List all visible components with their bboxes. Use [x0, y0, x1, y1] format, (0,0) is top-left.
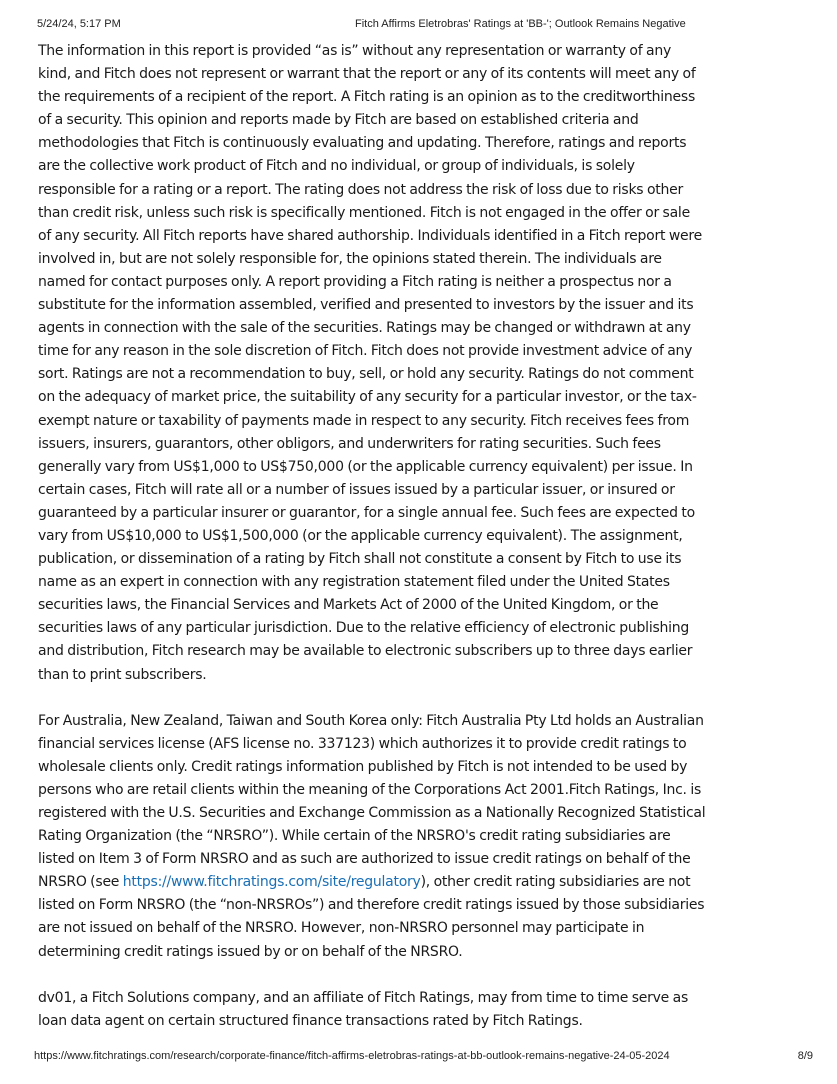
- disclaimer-paragraph-general: The information in this report is provided “as is” without any representation or warranty of any kind, and Fitch does not represent or warrant that the report or any of its contents will meet any of the requirements of a recipient of the report. A Fitch rating is an opinion as to the creditworthiness of a security. This opinion and reports made by Fitch are based on established criteria and methodologies that Fitch is continuously evaluating and updating. Therefore, ratings and reports are the collective work product of Fitch and no individual, or group of individuals, is solely responsible for a rating or a report. The rating does not address the risk of loss due to risks other than credit risk, unless such risk is specifically mentioned. Fitch is not engaged in the offer or sale of any security. All Fitch reports have shared authorship. Individuals identified in a Fitch report were involved in, but are not solely responsible for, the opinions stated therein. The individuals are named for contact purposes only. A report providing a Fitch rating is neither a prospectus nor a substitute for the information assembled, verified and presented to investors by the issuer and its agents in connection with the sale of the securities. Ratings may be changed or withdrawn at any time for any reason in the sole discretion of Fitch. Fitch does not provide investment advice of any sort. Ratings are not a recommendation to buy, sell, or hold any security. Ratings do not comment on the adequacy of market price, the suitability of any security for a particular investor, or the tax-exempt nature or taxability of payments made in respect to any security. Fitch receives fees from issuers, insurers, guarantors, other obligors, and underwriters for rating securities. Such fees generally vary from US$1,000 to US$750,000 (or the applicable currency equivalent) per issue. In certain cases, Fitch will rate all or a number of issues issued by a particular issuer, or insured or guaranteed by a particular insurer or guarantor, for a single annual fee. Such fees are expected to vary from US$10,000 to US$1,500,000 (or the applicable currency equivalent). The assignment, publication, or dissemination of a rating by Fitch shall not constitute a consent by Fitch to use its name as an expert in connection with any registration statement filed under the United States securities laws, the Financial Services and Markets Act of 2000 of the United Kingdom, or the securities laws of any particular jurisdiction. Due to the relative efficiency of electronic publishing and distribution, Fitch research may be available to electronic subscribers up to three days earlier than to print subscribers.: [38, 43, 702, 683]
- paragraph-text-before-link: For Australia, New Zealand, Taiwan and South Korea only: Fitch Australia Pty Ltd holds an Australian financial services license (AFS license no. 337123) which authorizes it to provide credit ratings to wholesale clients only. Credit ratings information published by Fitch is not intended to be used by persons who are retail clients within the meaning of the Corporations Act 2001.Fitch Ratings, Inc. is registered with the U.S. Securities and Exchange Commission as a Nationally Recognized Statistical Rating Organization (the “NRSRO”). While certain of the NRSRO's credit rating subsidiaries are listed on Item 3 of Form NRSRO and as such are authorized to issue credit ratings on behalf of the NRSRO (see: [38, 712, 706, 891]
- disclaimer-paragraph-dv01: dv01, a Fitch Solutions company, and an affiliate of Fitch Ratings, may from time to time serve as loan data agent on certain structured finance transactions rated by Fitch Ratings.: [38, 989, 689, 1029]
- paragraph-text-after-link: ), other credit rating subsidiaries are not listed on Form NRSRO (the “non-NRSROs”) and therefore credit ratings issued by those subsidiaries are not issued on behalf of the NRSRO. However, non-NRSRO personnel may participate in determining credit ratings issued by or on behalf of the NRSRO.: [38, 874, 705, 960]
- print-date: 5/24/24, 5:17 PM: [37, 18, 121, 30]
- regulatory-link[interactable]: https://www.fitchratings.com/site/regulatory: [122, 874, 421, 891]
- disclaimer-paragraph-australia-nrsro: [38, 710, 706, 964]
- print-footer: [34, 1050, 813, 1066]
- print-header: [37, 18, 813, 34]
- print-url: https://www.fitchratings.com/research/corporate-finance/fitch-affirms-eletrobras-ratings-at-bb-outlook-remains-negative-24-05-2024: [34, 1050, 670, 1062]
- page-number: 8/9: [797, 1050, 813, 1062]
- print-title: Fitch Affirms Eletrobras' Ratings at 'BB-'; Outlook Remains Negative: [355, 18, 686, 30]
- disclaimer-body: [38, 40, 706, 1056]
